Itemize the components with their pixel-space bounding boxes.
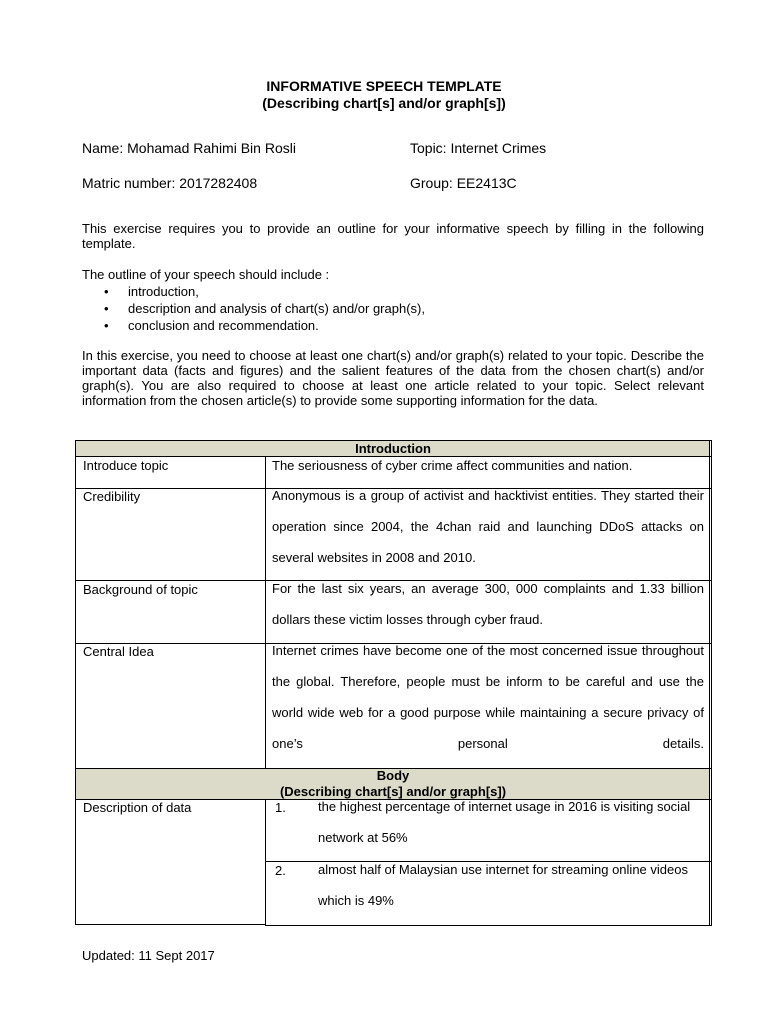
outline-item: • conclusion and recommendation. [82, 317, 704, 334]
outline-list [82, 283, 704, 334]
row-label-credibility: Credibility [83, 489, 141, 504]
outline-table [75, 440, 711, 926]
student-topic: Topic: Internet Crimes [410, 140, 547, 156]
group-code: Group: EE2413C [410, 175, 517, 191]
row-content-central-idea: Internet crimes have become one of the most concerned issue throughout the global. Therefore, people must be inform to be careful and use the world wide web for a good purpose while maintaining a secure privacy of one’s personal details. [272, 643, 704, 751]
description-item-text: almost half of Malaysian use internet for streaming online videos which is 49% [318, 862, 688, 908]
row-content-credibility: Anonymous is a group of activist and hacktivist entities. They started their operation since 2004, the 4chan raid and launching DDoS attacks on several websites in 2008 and 2010. [272, 488, 704, 565]
row-content-introduce-topic: The seriousness of cyber crime affect communities and nation. [272, 458, 633, 473]
description-item-number: 1. [275, 800, 286, 815]
outline-item: • description and analysis of chart(s) and/or graph(s), [82, 300, 704, 317]
body-subheader: (Describing chart[s] and/or graph[s]) [279, 784, 507, 799]
introduction-header: Introduction [355, 441, 431, 456]
row-label-description: Description of data [83, 800, 192, 815]
updated-date: Updated: 11 Sept 2017 [82, 948, 215, 963]
intro-paragraph: This exercise requires you to provide an outline for your informative speech by filling in the following template. [82, 221, 704, 251]
row-label-introduce-topic: Introduce topic [83, 458, 169, 473]
row-label-background: Background of topic [83, 582, 198, 597]
details-paragraph: In this exercise, you need to choose at least one chart(s) and/or graph(s) related to your topic. Describe the important data (facts and figures) and the salient features of the data from the chosen chart(s) and/or graph(s). You are also required to choose at least one article related to your topic. Select relevant information from the chosen article(s) to provide some supporting information for the data. [82, 348, 704, 408]
row-label-central-idea: Central Idea [83, 644, 154, 659]
document-title: INFORMATIVE SPEECH TEMPLATE [266, 78, 502, 94]
outline-heading: The outline of your speech should include : [82, 267, 330, 282]
description-item-number: 2. [275, 863, 286, 878]
row-content-background: For the last six years, an average 300, 000 complaints and 1.33 billion dollars these victim losses through cyber fraud. [272, 581, 704, 627]
matric-number: Matric number: 2017282408 [82, 175, 258, 191]
student-name: Name: Mohamad Rahimi Bin Rosli [82, 140, 296, 156]
document-subtitle: (Describing chart[s] and/or graph[s]) [262, 95, 506, 111]
outline-item: • introduction, [82, 283, 704, 300]
description-item-text: the highest percentage of internet usage in 2016 is visiting social network at 56% [318, 799, 691, 845]
body-header: Body [376, 768, 410, 783]
